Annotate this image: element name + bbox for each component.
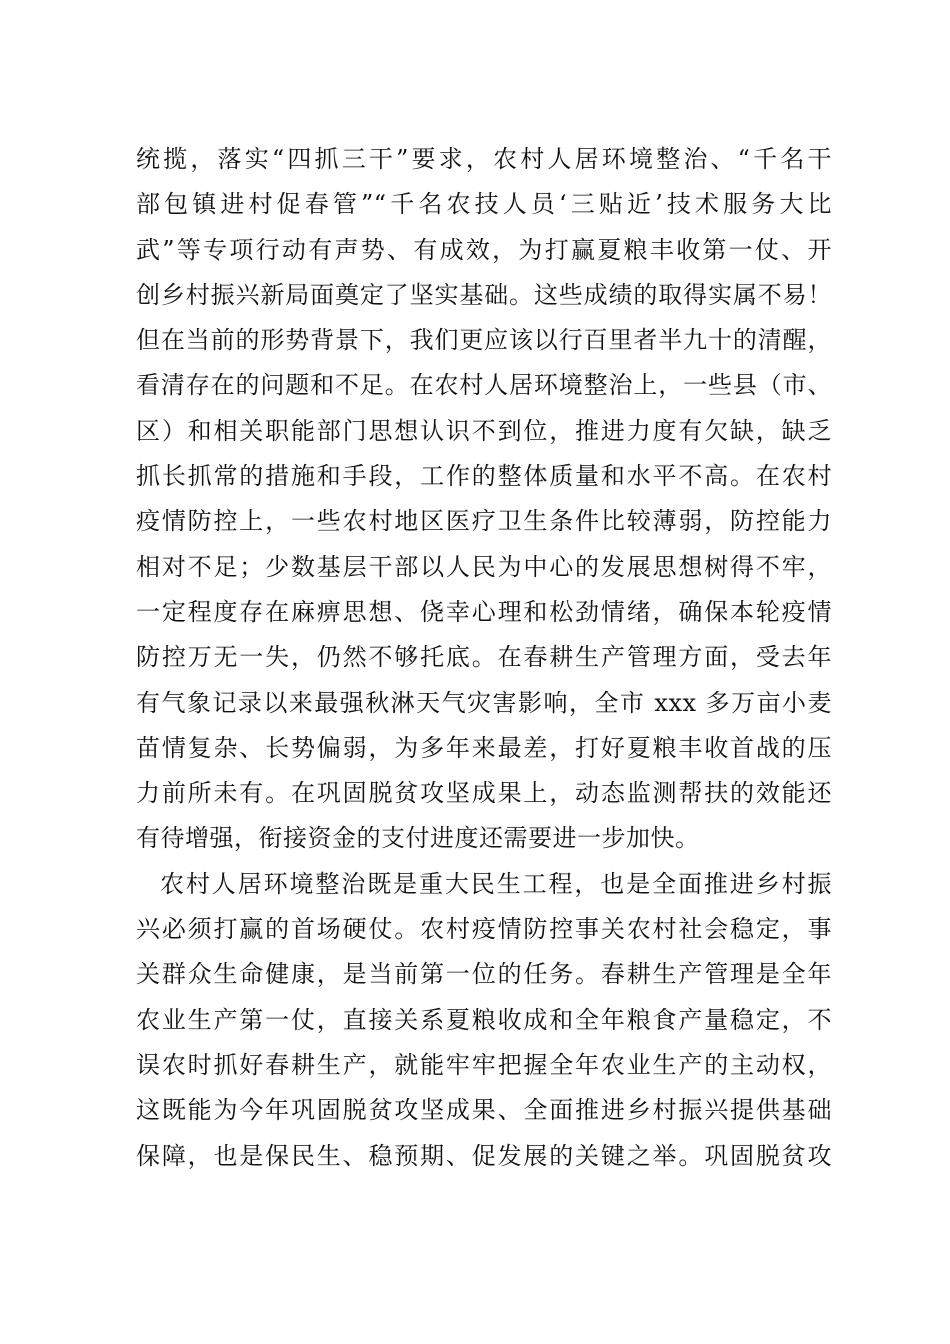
- text-line: 关群众生命健康，是当前第一位的任务。春耕生产管理是全年: [136, 960, 832, 989]
- text-line: 相对不足；少数基层干部以人民为中心的发展思想树得不牢，: [136, 552, 832, 581]
- text-line: 保障，也是保民生、稳预期、促发展的关键之举。巩固脱贫攻: [136, 1141, 832, 1170]
- body-text: [136, 137, 832, 1179]
- paragraph-start-line: 农村人居环境整治既是重大民生工程，也是全面推进乡村振: [160, 869, 832, 898]
- text-line: 误农时抓好春耕生产，就能牢牢把握全年农业生产的主动权，: [136, 1050, 832, 1079]
- text-line: 创乡村振兴新局面奠定了坚实基础。这些成绩的取得实属不易！: [136, 280, 832, 309]
- text-line: 兴必须打赢的首场硬仗。农村疫情防控事关农村社会稳定，事: [136, 915, 832, 944]
- paragraph-end-line: 有待增强，衔接资金的支付进度还需要进一步加快。: [136, 824, 700, 853]
- text-line: 区）和相关职能部门思想认识不到位，推进力度有欠缺，缺乏: [136, 416, 832, 445]
- text-line: 一定程度存在麻痹思想、侥幸心理和松劲情绪，确保本轮疫情: [136, 597, 832, 626]
- text-line: 防控万无一失，仍然不够托底。在春耕生产管理方面，受去年: [136, 643, 832, 672]
- text-line: 武”等专项行动有声势、有成效，为打赢夏粮丰收第一仗、开: [136, 235, 832, 264]
- text-line: 部包镇进村促春管”“千名农技人员‘三贴近’技术服务大比: [136, 190, 832, 219]
- text-line: 力前所未有。在巩固脱贫攻坚成果上，动态监测帮扶的效能还: [136, 779, 832, 808]
- text-line: 苗情复杂、长势偏弱，为多年来最差，打好夏粮丰收首战的压: [136, 733, 832, 762]
- text-line: 疫情防控上，一些农村地区医疗卫生条件比较薄弱，防控能力: [136, 507, 832, 536]
- text-line: 统揽，落实“四抓三干”要求，农村人居环境整治、“千名干: [136, 145, 832, 173]
- text-line: 但在当前的形势背景下，我们更应该以行百里者半九十的清醒，: [136, 326, 832, 355]
- text-line: 这既能为今年巩固脱贫攻坚成果、全面推进乡村振兴提供基础: [136, 1096, 832, 1125]
- text-line: 看清存在的问题和不足。在农村人居环境整治上，一些县（市、: [136, 371, 832, 400]
- text-line: 有气象记录以来最强秋淋天气灾害影响，全市 xxx 多万亩小麦: [136, 688, 832, 717]
- text-line: 抓长抓常的措施和手段，工作的整体质量和水平不高。在农村: [136, 462, 832, 491]
- text-line: 农业生产第一仗，直接关系夏粮收成和全年粮食产量稳定，不: [136, 1005, 832, 1034]
